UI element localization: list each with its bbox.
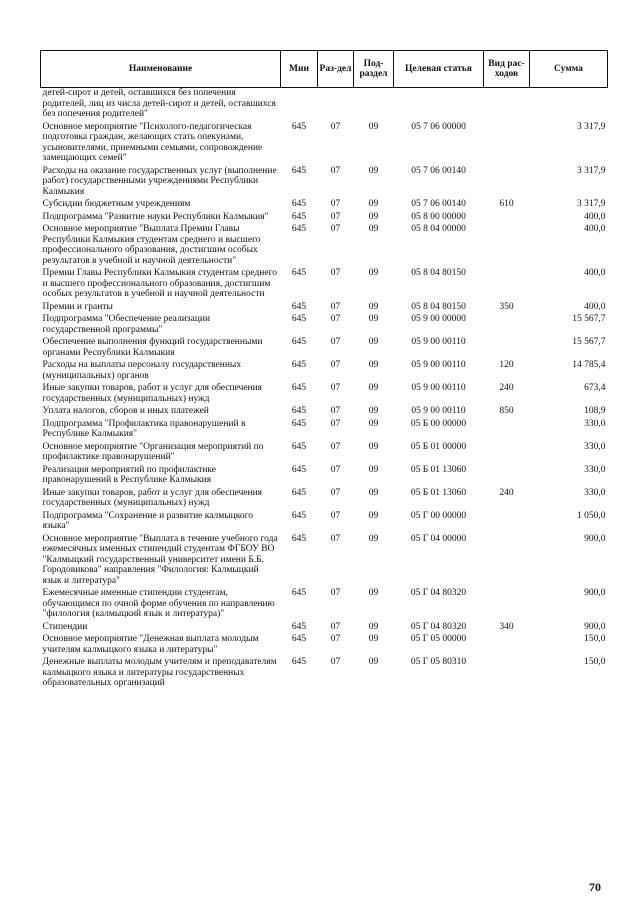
cell-min: 645	[291, 211, 307, 222]
cell-target: 05 Г 04 80320	[410, 588, 467, 598]
cell-type: 340	[499, 621, 514, 632]
cell-min: 645	[291, 406, 307, 416]
cell-target: 05 8 04 00000	[411, 224, 466, 234]
cell-subsection: 09	[368, 199, 379, 209]
cell-section: 07	[330, 510, 341, 521]
cell-section: 07	[330, 621, 341, 632]
cell-min: 645	[291, 224, 307, 234]
cell-min: 645	[291, 268, 307, 278]
table-row	[41, 268, 608, 302]
table-body	[41, 88, 608, 691]
cell-target: 05 9 00 00110	[411, 337, 466, 347]
cell-target: 05 8 00 00000	[411, 211, 466, 222]
cell-target: 05 Г 00 00000	[410, 510, 467, 521]
cell-min: 645	[291, 199, 307, 209]
cell-type: 240	[499, 383, 514, 393]
table-row	[41, 224, 608, 268]
cell-sum: 900,0	[584, 621, 606, 632]
page-number: 70	[589, 880, 601, 894]
cell-name: Реализация мероприятий по профилактике правонарушений в Республике Калмыкия	[42, 464, 217, 485]
table-row	[41, 488, 608, 511]
budget-table	[40, 50, 608, 691]
header-sum: Сумма	[530, 51, 608, 88]
cell-target: 05 9 00 00110	[411, 383, 466, 393]
cell-type	[484, 224, 530, 268]
table-row	[41, 588, 608, 622]
table-row	[41, 534, 608, 589]
cell-subsection: 09	[368, 211, 379, 222]
cell-type	[484, 314, 530, 337]
cell-sum: 330,0	[584, 441, 606, 452]
table-row	[41, 465, 608, 488]
cell-min: 645	[291, 657, 307, 667]
cell-section: 07	[330, 588, 341, 598]
table-row	[41, 360, 608, 383]
cell-section: 07	[330, 634, 341, 644]
cell-name: Субсидии бюджетным учреждениям	[42, 199, 191, 209]
cell-min: 645	[291, 487, 307, 498]
cell-type	[484, 634, 530, 657]
cell-type	[484, 657, 530, 691]
cell-target: 05 Б 00 00000	[410, 418, 467, 429]
cell-name: Подпрограмма "Обеспечение реализации государственной программы"	[42, 314, 211, 335]
cell-section: 07	[330, 464, 341, 475]
cell-name: Основное мероприятие "Организация мероприятий по профилактике правонарушений"	[42, 441, 264, 462]
cell-target: 05 9 00 00110	[411, 360, 466, 370]
table-row	[41, 406, 608, 419]
cell-target: 05 Б 01 13060	[410, 464, 467, 475]
cell-sum	[530, 88, 608, 122]
cell-name: Ежемесячные именные стипендии студентам, обучающимся по очной форме обучения по направлению "филология (калмыцкий язык и литература)"	[42, 588, 275, 619]
cell-type	[484, 122, 530, 166]
cell-name: Обеспечение выполнения функций государственными органами Республики Калмыкия	[42, 337, 263, 358]
header-type: Вид рас-ходов	[484, 51, 530, 88]
cell-subsection: 09	[368, 464, 379, 475]
header-name: Наименование	[41, 51, 281, 88]
table-row	[41, 314, 608, 337]
cell-section: 07	[330, 211, 341, 222]
cell-subsection: 09	[368, 121, 379, 132]
cell-section: 07	[330, 383, 341, 393]
cell-type: 350	[499, 301, 514, 312]
cell-subsection: 09	[368, 165, 379, 176]
cell-section: 07	[330, 441, 341, 452]
cell-sum: 400,0	[584, 268, 606, 278]
cell-min: 645	[291, 634, 307, 644]
header-section: Раз-дел	[318, 51, 354, 88]
cell-subsection: 09	[368, 441, 379, 452]
cell-name: Премии Главы Республики Калмыкия студентам среднего и высшего профессионального образования, достигшим особых результатов в учебной и научной деятельности	[42, 268, 277, 299]
cell-min: 645	[291, 533, 307, 544]
cell-name: Основное мероприятие "Выплата в течение учебного года ежемесячных именных стипендий студентам ФГБОУ ВО "Калмыцкий государственный университет имени Б.Б. Городовикова" направления "Филология: Калмыцкий язык и литература"	[42, 533, 278, 586]
header-min: Мин	[281, 51, 318, 88]
cell-name: Основное мероприятие "Денежная выплата молодым учителям калмыцкого языка и литературы"	[42, 634, 259, 655]
cell-sum: 15 567,7	[572, 337, 606, 347]
cell-target	[394, 88, 484, 122]
cell-section: 07	[330, 406, 341, 416]
cell-subsection: 09	[368, 268, 379, 278]
cell-name: Уплата налогов, сборов и иных платежей	[42, 406, 209, 416]
cell-min: 645	[291, 441, 307, 452]
cell-min: 645	[291, 510, 307, 521]
table-row	[41, 622, 608, 635]
cell-min: 645	[291, 314, 307, 324]
cell-target: 05 9 00 00110	[411, 406, 466, 416]
cell-min: 645	[291, 165, 307, 176]
table-row	[41, 634, 608, 657]
header-target: Целевая статья	[394, 51, 484, 88]
cell-name: Иные закупки товаров, работ и услуг для обеспечения государственных (муниципальных) нужд	[42, 487, 263, 508]
cell-type	[484, 268, 530, 302]
cell-target: 05 8 04 80150	[411, 268, 466, 278]
cell-type	[484, 588, 530, 622]
cell-section: 07	[330, 487, 341, 498]
cell-sum: 15 567,7	[572, 314, 606, 324]
cell-subsection	[354, 88, 394, 122]
cell-sum: 400,0	[584, 224, 606, 234]
cell-type	[484, 465, 530, 488]
cell-name: Подпрограмма "Развитие науки Республики Калмыкия"	[42, 211, 269, 222]
cell-subsection: 09	[368, 406, 379, 416]
cell-type	[484, 534, 530, 589]
cell-target: 05 Б 01 13060	[410, 487, 467, 498]
cell-section: 07	[330, 337, 341, 347]
cell-type	[484, 212, 530, 225]
cell-min: 645	[291, 621, 307, 632]
cell-min: 645	[291, 337, 307, 347]
cell-sum: 400,0	[584, 211, 606, 222]
cell-type	[484, 337, 530, 360]
cell-subsection: 09	[368, 621, 379, 632]
cell-section: 07	[330, 533, 341, 544]
cell-type: 120	[499, 360, 514, 370]
cell-subsection: 09	[368, 533, 379, 544]
cell-subsection: 09	[368, 634, 379, 644]
cell-min: 645	[291, 360, 307, 370]
header-subsection: Под-раздел	[354, 51, 394, 88]
cell-name: Стипендии	[42, 621, 88, 632]
cell-section: 07	[330, 418, 341, 429]
table-row	[41, 511, 608, 534]
table-row	[41, 212, 608, 225]
table-row	[41, 442, 608, 465]
cell-type: 850	[499, 406, 514, 416]
table-row	[41, 657, 608, 691]
cell-type	[484, 88, 530, 122]
cell-subsection: 09	[368, 314, 379, 324]
cell-target: 05 7 06 00000	[411, 121, 466, 132]
cell-name: Подпрограмма "Сохранение и развитие калмыцкого языка"	[42, 510, 254, 531]
table-row	[41, 419, 608, 442]
cell-min: 645	[291, 588, 307, 598]
cell-min: 645	[291, 464, 307, 475]
cell-target: 05 7 06 00140	[411, 165, 466, 176]
cell-section: 07	[330, 121, 341, 132]
cell-sum: 3 317,9	[577, 121, 606, 132]
cell-subsection: 09	[368, 301, 379, 312]
cell-section: 07	[330, 224, 341, 234]
cell-sum: 150,0	[584, 634, 606, 644]
cell-target: 05 Г 05 80310	[410, 657, 467, 667]
table-row	[41, 199, 608, 212]
cell-sum: 900,0	[584, 533, 606, 544]
table-header	[41, 51, 608, 88]
cell-type: 240	[499, 487, 514, 498]
cell-subsection: 09	[368, 418, 379, 429]
cell-sum: 673,4	[584, 383, 606, 393]
cell-subsection: 09	[368, 383, 379, 393]
cell-name: детей-сирот и детей, оставшихся без попечения родителей, лиц из числа детей-сирот и детей, оставшихся без попечения родителей"	[42, 88, 276, 119]
cell-target: 05 Г 04 00000	[410, 533, 467, 544]
cell-min: 645	[291, 301, 307, 312]
cell-min: 645	[291, 121, 307, 132]
cell-subsection: 09	[368, 337, 379, 347]
cell-min	[281, 88, 318, 122]
table-row	[41, 337, 608, 360]
table-row	[41, 166, 608, 200]
table-row	[41, 88, 608, 122]
cell-type	[484, 442, 530, 465]
cell-type: 610	[499, 199, 514, 209]
cell-name: Расходы на выплаты персоналу государственных (муниципальных) органов	[42, 360, 242, 381]
cell-section: 07	[330, 360, 341, 370]
cell-min: 645	[291, 418, 307, 429]
cell-subsection: 09	[368, 487, 379, 498]
cell-target: 05 8 04 80150	[411, 301, 466, 312]
cell-subsection: 09	[368, 510, 379, 521]
cell-section: 07	[330, 165, 341, 176]
table-row	[41, 302, 608, 315]
cell-name: Премии и гранты	[42, 301, 113, 312]
cell-target: 05 7 06 00140	[411, 199, 466, 209]
cell-sum: 150,0	[584, 657, 606, 667]
cell-sum: 108,9	[584, 406, 606, 416]
table-row	[41, 122, 608, 166]
cell-sum: 3 317,9	[577, 165, 606, 176]
cell-type	[484, 419, 530, 442]
cell-min: 645	[291, 383, 307, 393]
cell-type	[484, 166, 530, 200]
cell-section: 07	[330, 314, 341, 324]
cell-target: 05 Г 04 80320	[410, 621, 467, 632]
cell-target: 05 Г 05 00000	[410, 634, 467, 644]
cell-target: 05 9 00 00000	[411, 314, 466, 324]
cell-sum: 1 050,0	[577, 510, 606, 521]
cell-sum: 3 317,9	[577, 199, 606, 209]
cell-name: Расходы на оказание государственных услуг (выполнение работ) государственными учреждениями Республики Калмыкия	[42, 165, 277, 197]
cell-section: 07	[330, 657, 341, 667]
cell-sum: 330,0	[584, 487, 606, 498]
cell-sum: 900,0	[584, 588, 606, 598]
cell-sum: 14 785,4	[572, 360, 606, 370]
cell-target: 05 Б 01 00000	[410, 441, 467, 452]
cell-subsection: 09	[368, 224, 379, 234]
cell-subsection: 09	[368, 588, 379, 598]
cell-section: 07	[330, 301, 341, 312]
cell-sum: 330,0	[584, 464, 606, 475]
cell-name: Основное мероприятие "Выплата Премии Главы Республики Калмыкия студентам среднего и высшего профессионального образования, достигшим особых результатов в учебной и научной деятельности"	[42, 224, 261, 266]
cell-name: Подпрограмма "Профилактика правонарушений в Республике Калмыкия"	[42, 418, 246, 439]
cell-name: Иные закупки товаров, работ и услуг для обеспечения государственных (муниципальных) нужд	[42, 383, 263, 404]
cell-type	[484, 511, 530, 534]
cell-section: 07	[330, 268, 341, 278]
cell-sum: 400,0	[584, 301, 606, 312]
cell-name: Денежные выплаты молодым учителям и преподавателям калмыцкого языка и литературы государственных образовательных организаций	[42, 657, 277, 688]
cell-sum: 330,0	[584, 418, 606, 429]
cell-subsection: 09	[368, 657, 379, 667]
table-row	[41, 383, 608, 406]
cell-section: 07	[330, 199, 341, 209]
cell-subsection: 09	[368, 360, 379, 370]
cell-name: Основное мероприятие "Психолого-педагогическая подготовка граждан, желающих стать опекунами, усыновителями, приемными семьями, сопровождение замещающих семей"	[42, 121, 263, 163]
cell-section	[318, 88, 354, 122]
